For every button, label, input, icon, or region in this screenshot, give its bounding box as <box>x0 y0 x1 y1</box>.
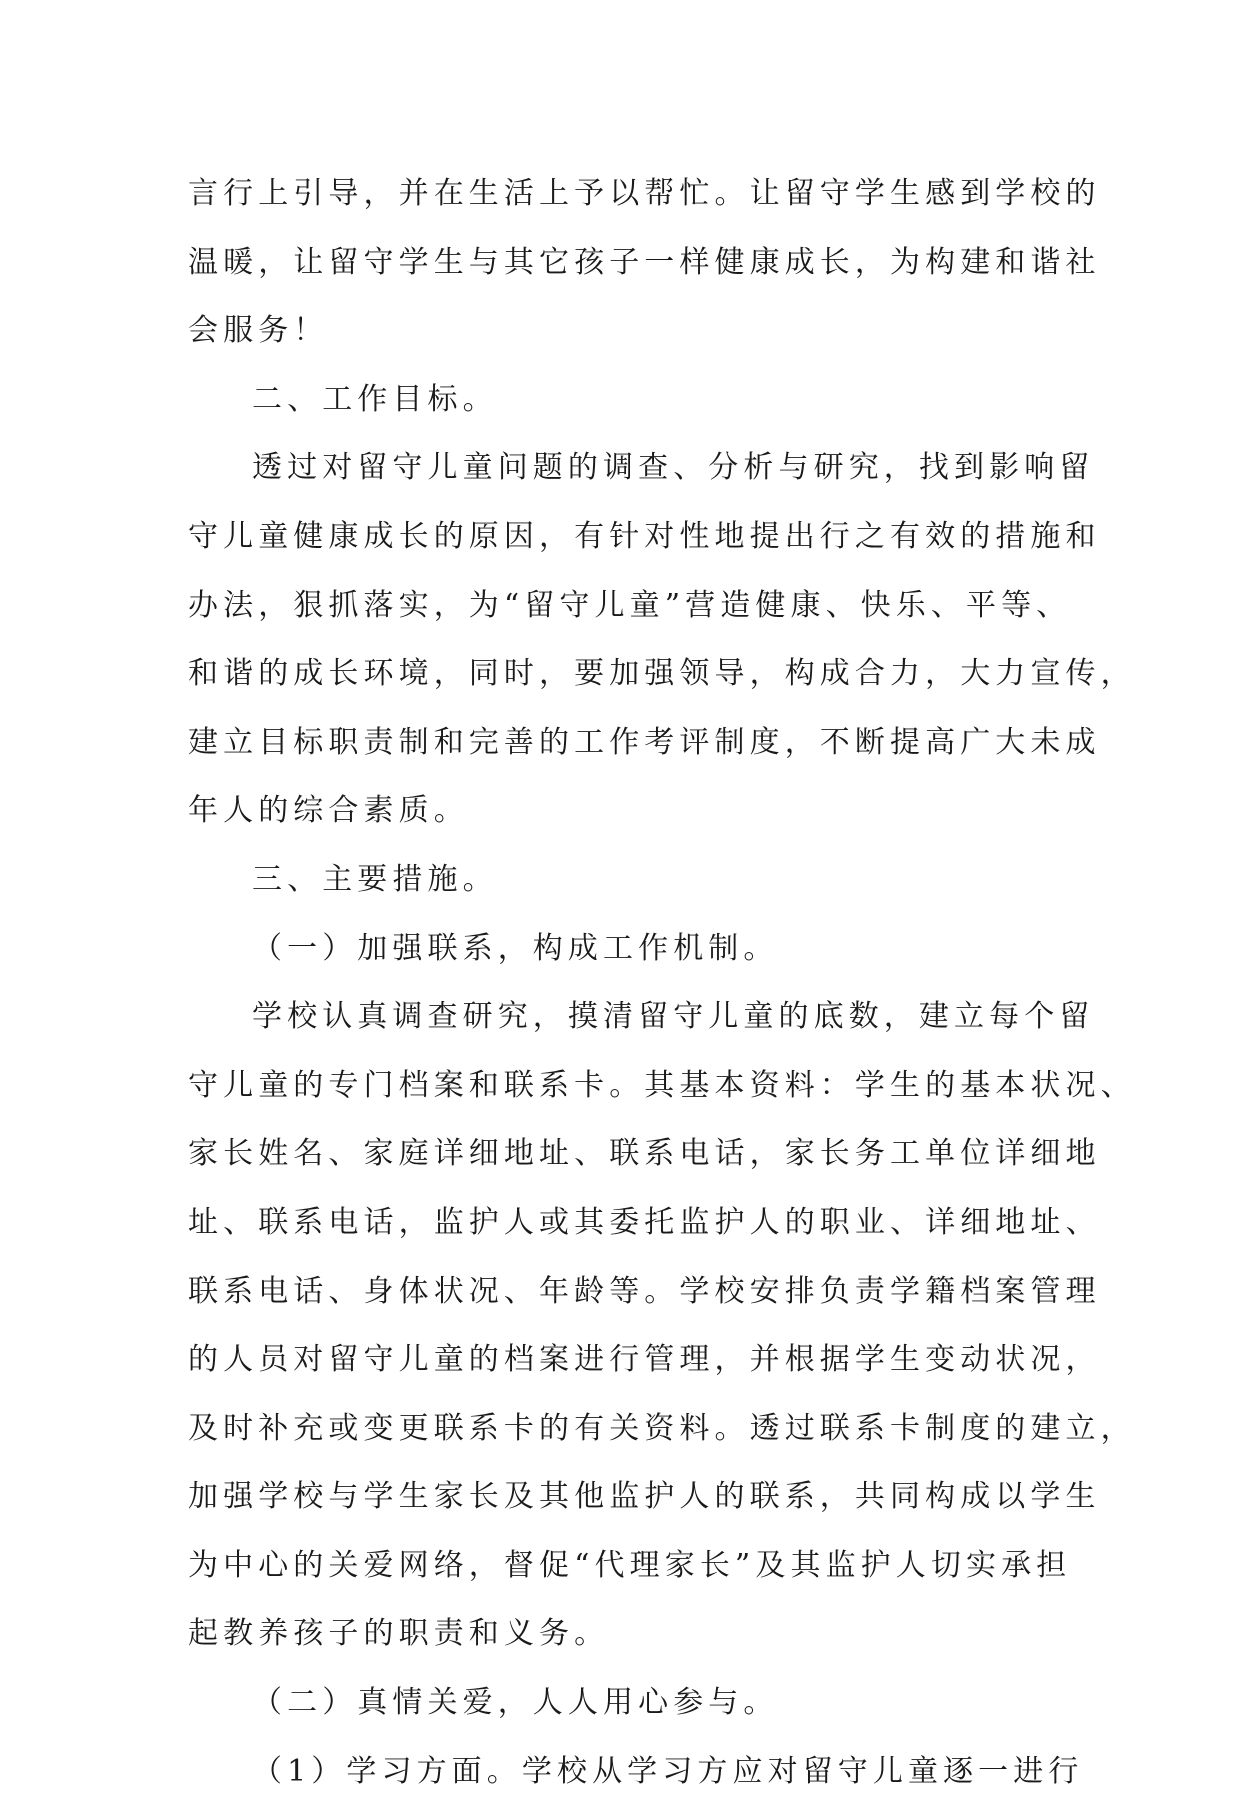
text-line: 的人员对留守儿童的档案进行管理，并根据学生变动状况， <box>188 1342 1101 1378</box>
section-heading: 三、主要措施。 <box>252 861 498 897</box>
text-line: 址、联系电话，监护人或其委托监护人的职业、详细地址、 <box>188 1204 1101 1240</box>
text-line: 温暖，让留守学生与其它孩子一样健康成长，为构建和谐社 <box>188 244 1101 280</box>
document-body <box>188 160 1136 1806</box>
text-line: 言行上引导，并在生活上予以帮忙。让留守学生感到学校的 <box>188 176 1101 211</box>
text-line: 建立目标职责制和完善的工作考评制度，不断提高广大未成 <box>188 724 1101 760</box>
text-line: 守儿童的专门档案和联系卡。其基本资料：学生的基本状况、 <box>188 1067 1136 1103</box>
text-line: 学校认真调查研究，摸清留守儿童的底数，建立每个留 <box>252 999 1095 1035</box>
text-line: 为中心的关爱网络，督促“代理家长”及其监护人切实承担 <box>188 1547 1072 1583</box>
text-line: 和谐的成长环境，同时，要加强领导，构成合力，大力宣传， <box>188 656 1136 692</box>
subsection-heading: （二）真情关爱，人人用心参与。 <box>252 1685 779 1721</box>
text-line: 及时补充或变更联系卡的有关资料。透过联系卡制度的建立， <box>188 1410 1136 1446</box>
text-line: 守儿童健康成长的原因，有针对性地提出行之有效的措施和 <box>188 518 1101 554</box>
text-line: 联系电话、身体状况、年龄等。学校安排负责学籍档案管理 <box>188 1273 1101 1309</box>
text-line: 会服务！ <box>188 313 329 349</box>
section-heading: 二、工作目标。 <box>252 381 498 417</box>
subsection-heading: （一）加强联系，构成工作机制。 <box>252 930 779 966</box>
text-line: 透过对留守儿童问题的调查、分析与研究，找到影响留 <box>252 450 1095 486</box>
text-line: 年人的综合素质。 <box>188 793 469 829</box>
text-line: 家长姓名、家庭详细地址、联系电话，家长务工单位详细地 <box>188 1136 1101 1172</box>
text-line: 办法，狠抓落实，为“留守儿童”营造健康、快乐、平等、 <box>188 587 1072 623</box>
text-line: 加强学校与学生家长及其他监护人的联系，共同构成以学生 <box>188 1479 1101 1515</box>
text-line: 起教养孩子的职责和义务。 <box>188 1616 610 1652</box>
text-line: （1）学习方面。学校从学习方应对留守儿童逐一进行 <box>252 1753 1084 1789</box>
